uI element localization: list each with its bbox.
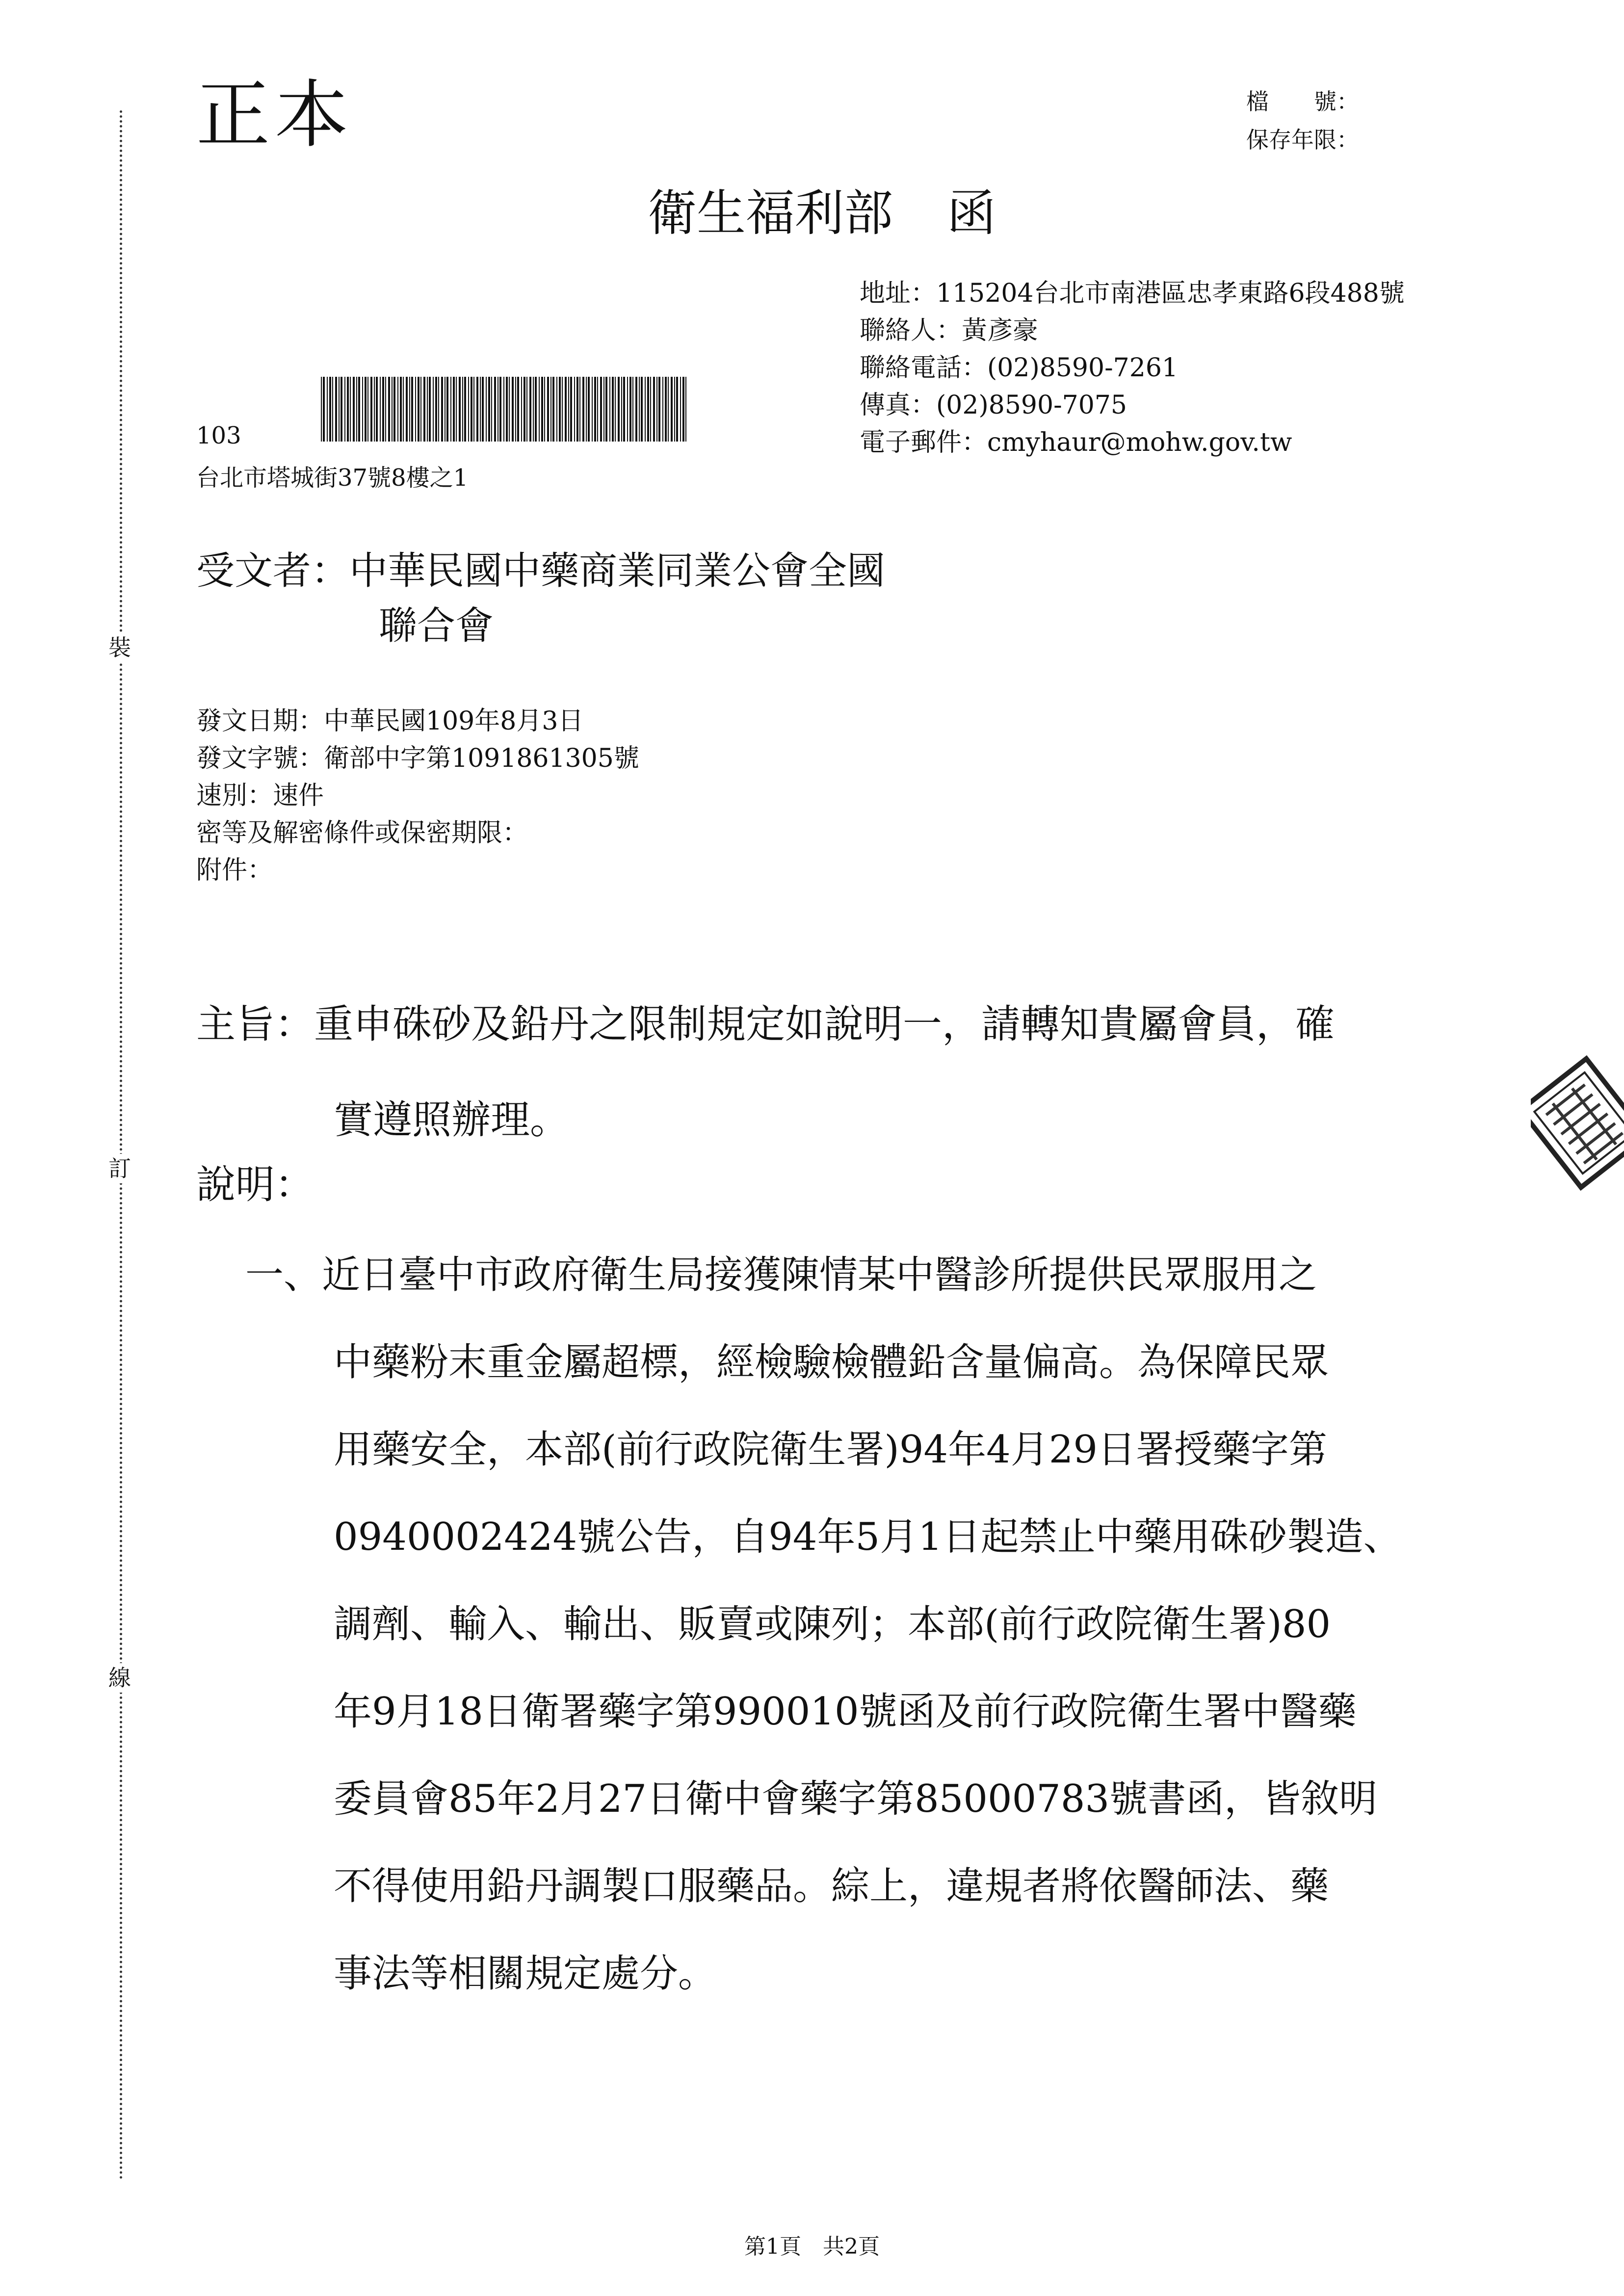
item-line: 年9月18日衛署藥字第990010號函及前行政院衛生署中醫藥 bbox=[334, 1690, 1357, 1734]
explanation-label: 說明： bbox=[196, 1162, 314, 1207]
contact-block bbox=[860, 275, 1405, 461]
contact-person: 聯絡人：黃彥豪 bbox=[860, 316, 1039, 345]
contact-email: 電子郵件：cmyhaur@mohw.gov.tw bbox=[860, 428, 1292, 457]
issue-date: 發文日期：中華民國109年8月3日 bbox=[196, 706, 584, 736]
explanation-item-1 bbox=[245, 1231, 1402, 2017]
postal-code: 103 bbox=[196, 422, 241, 449]
binding-char-middle: 訂 bbox=[105, 1154, 134, 1183]
mailing-address: 台北市塔城街37號8樓之1 bbox=[196, 464, 469, 492]
recipient-line1: 中華民國中藥商業同業公會全國 bbox=[349, 549, 886, 593]
recipient-line2: 聯合會 bbox=[379, 604, 494, 648]
agency-title bbox=[648, 184, 996, 242]
seal-stamp bbox=[1531, 1055, 1624, 1202]
item-line: 委員會85年2月27日衛中會藥字第85000783號書函，皆敘明 bbox=[334, 1777, 1378, 1821]
item-line: 中藥粉末重金屬超標，經檢驗檢體鉛含量偏高。為保障民眾 bbox=[334, 1340, 1329, 1384]
item-line: 用藥安全，本部(前行政院衛生署)94年4月29日署授藥字第 bbox=[334, 1428, 1327, 1472]
speed-class: 速別：速件 bbox=[196, 781, 324, 810]
subject-line1: 重申硃砂及鉛丹之限制規定如說明一，請轉知貴屬會員，確 bbox=[314, 1001, 1335, 1047]
binding-dotted-line bbox=[120, 110, 122, 2181]
item-line: 調劑、輸入、輸出、販賣或陳列；本部(前行政院衛生署)80 bbox=[334, 1602, 1331, 1646]
item-line: 不得使用鉛丹調製口服藥品。綜上，違規者將依醫師法、藥 bbox=[334, 1864, 1329, 1908]
document-meta bbox=[196, 703, 639, 889]
contact-fax: 傳真：(02)8590-7075 bbox=[860, 391, 1127, 420]
recipient-label: 受文者： bbox=[196, 549, 350, 593]
copy-mark: 正本 bbox=[196, 73, 354, 158]
reference-number: 發文字號：衛部中字第1091861305號 bbox=[196, 744, 639, 773]
attachment: 附件： bbox=[196, 856, 273, 885]
file-number-label: 檔 號： bbox=[1246, 88, 1359, 115]
item-line: 近日臺中市政府衛生局接獲陳情某中醫診所提供民眾服用之 bbox=[322, 1253, 1317, 1297]
subject-line2: 實遵照辦理。 bbox=[334, 1097, 569, 1143]
page-number: 第1頁 共2頁 bbox=[744, 2234, 880, 2259]
item-line: 事法等相關規定處分。 bbox=[334, 1952, 717, 1996]
subject-label: 主旨： bbox=[196, 1001, 314, 1047]
secrecy-level: 密等及解密條件或保密期限： bbox=[196, 818, 528, 848]
subject-block bbox=[196, 976, 1492, 1168]
item-marker: 一、 bbox=[245, 1253, 322, 1297]
binding-char-top: 裝 bbox=[105, 633, 134, 662]
binding-char-bottom: 線 bbox=[105, 1663, 134, 1693]
recipient-block bbox=[196, 544, 885, 653]
doc-type: 函 bbox=[947, 184, 996, 242]
item-line: 0940002424號公告，自94年5月1日起禁止中藥用硃砂製造、 bbox=[334, 1515, 1402, 1559]
contact-phone: 聯絡電話：(02)8590-7261 bbox=[860, 353, 1178, 383]
retention-label: 保存年限： bbox=[1246, 127, 1359, 153]
file-info bbox=[1246, 82, 1359, 159]
agency-name: 衛生福利部 bbox=[648, 184, 893, 242]
contact-address: 地址：115204台北市南港區忠孝東路6段488號 bbox=[860, 279, 1405, 308]
barcode bbox=[320, 377, 688, 442]
